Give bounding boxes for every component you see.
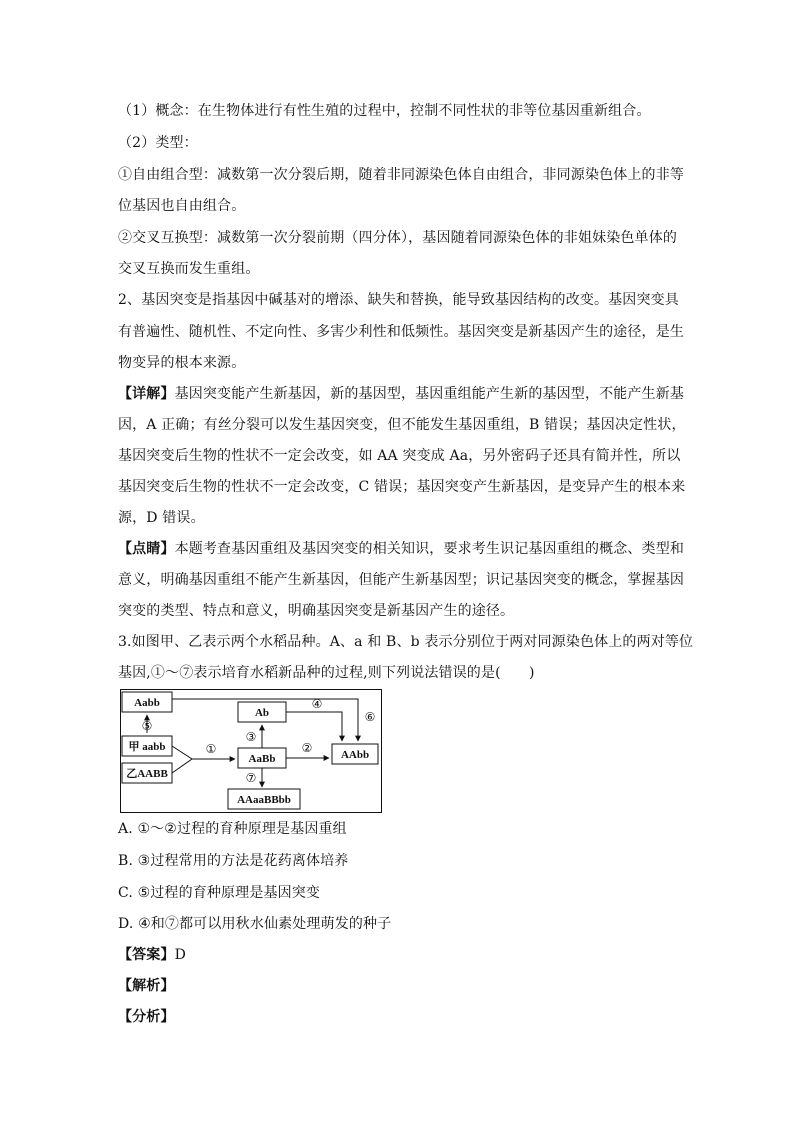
answer-line — [118, 945, 678, 965]
step-1: ① — [205, 742, 217, 756]
step-7: ⑦ — [245, 771, 257, 785]
breeding-diagram — [120, 689, 382, 813]
text-line: 突变的类型、特点和意义，明确基因突变是新基因产生的途径。 — [118, 603, 515, 619]
step-2: ② — [301, 741, 313, 755]
option-c: C. ⑤过程的育种原理是基因突变 — [118, 885, 321, 901]
dianjing-line — [118, 539, 685, 559]
question-line: 3.如图甲、乙表示两个水稻品种。A、a 和 B、b 表示分别位于两对同源染色体上的两对等位 — [118, 634, 694, 650]
text-line: 源，D 错误。 — [118, 510, 205, 526]
step-5: ⑤ — [141, 719, 153, 733]
text-line: 有普遍性、随机性、不定向性、多害少利性和低频性。基因突变是新基因产生的途径，是生 — [118, 324, 684, 340]
text-line: 因，A 正确；有丝分裂可以发生基因突变，但不能发生基因重组，B 错误；基因决定性状， — [118, 417, 686, 433]
detail-label: 【详解】 — [118, 386, 175, 402]
option-b: B. ③过程常用的方法是花药离体培养 — [118, 853, 349, 869]
text-line: （2）类型： — [118, 135, 198, 151]
option-a: A. ①～②过程的育种原理是基因重组 — [118, 821, 347, 837]
text-line: 2、基因突变是指基因中碱基对的增添、缺失和替换，能导致基因结构的改变。基因突变具 — [118, 292, 679, 308]
node-yi: 乙AABB — [126, 768, 168, 780]
node-ab: Ab — [254, 707, 270, 719]
answer-label: 【答案】 — [118, 947, 175, 963]
text-line: 位基因也自由组合。 — [118, 198, 246, 214]
dianjing-label: 【点睛】 — [118, 541, 175, 557]
detail-text: 基因突变能产生新基因，新的基因型，基因重组能产生新的基因型，不能产生新基 — [174, 386, 685, 402]
text-line: 物变异的根本来源。 — [118, 355, 246, 371]
step-4: ④ — [311, 697, 323, 711]
text-line: （1）概念：在生物体进行有性生殖的过程中，控制不同性状的非等位基因重新组合。 — [118, 103, 651, 119]
answer-value: D — [174, 947, 186, 963]
node-aabb-right: AAbb — [340, 749, 370, 761]
dianjing-text: 本题考查基因重组及基因突变的相关知识，要求考生识记基因重组的概念、类型和 — [174, 541, 685, 557]
text-line: 交叉互换而发生重组。 — [118, 261, 260, 277]
text-line: ②交叉互换型：减数第一次分裂前期（四分体），基因随着同源染色体的非姐妹染色单体的 — [118, 230, 677, 246]
detail-line — [118, 384, 685, 404]
node-tetra: AAaaBBbb — [237, 794, 291, 806]
analysis-label: 【解析】 — [118, 978, 175, 994]
question-line: 基因,①～⑦表示培育水稻新品种的过程,则下列说法错误的是( ) — [118, 665, 535, 681]
node-jia: 甲 aabb — [128, 741, 166, 753]
text-line: 基因突变后生物的性状不一定会改变，如 AA 突变成 Aa，另外密码子还具有简并性，所以 — [118, 448, 681, 464]
step-6: ⑥ — [364, 710, 376, 724]
option-d: D. ④和⑦都可以用秋水仙素处理萌发的种子 — [118, 916, 392, 932]
fenxi-label: 【分析】 — [118, 1009, 175, 1025]
text-line: 意义，明确基因重组不能产生新基因，但能产生新基因型；识记基因突变的概念，掌握基因 — [118, 572, 684, 588]
text-line: ①自由组合型：减数第一次分裂后期，随着非同源染色体自由组合，非同源染色体上的非等 — [118, 167, 684, 183]
text-line: 基因突变后生物的性状不一定会改变，C 错误；基因突变产生新基因，是变异产生的根本来 — [118, 479, 686, 495]
node-aabb-top: Aabb — [134, 697, 160, 709]
node-aabb-center: AaBb — [248, 753, 276, 765]
step-3: ③ — [245, 730, 257, 744]
